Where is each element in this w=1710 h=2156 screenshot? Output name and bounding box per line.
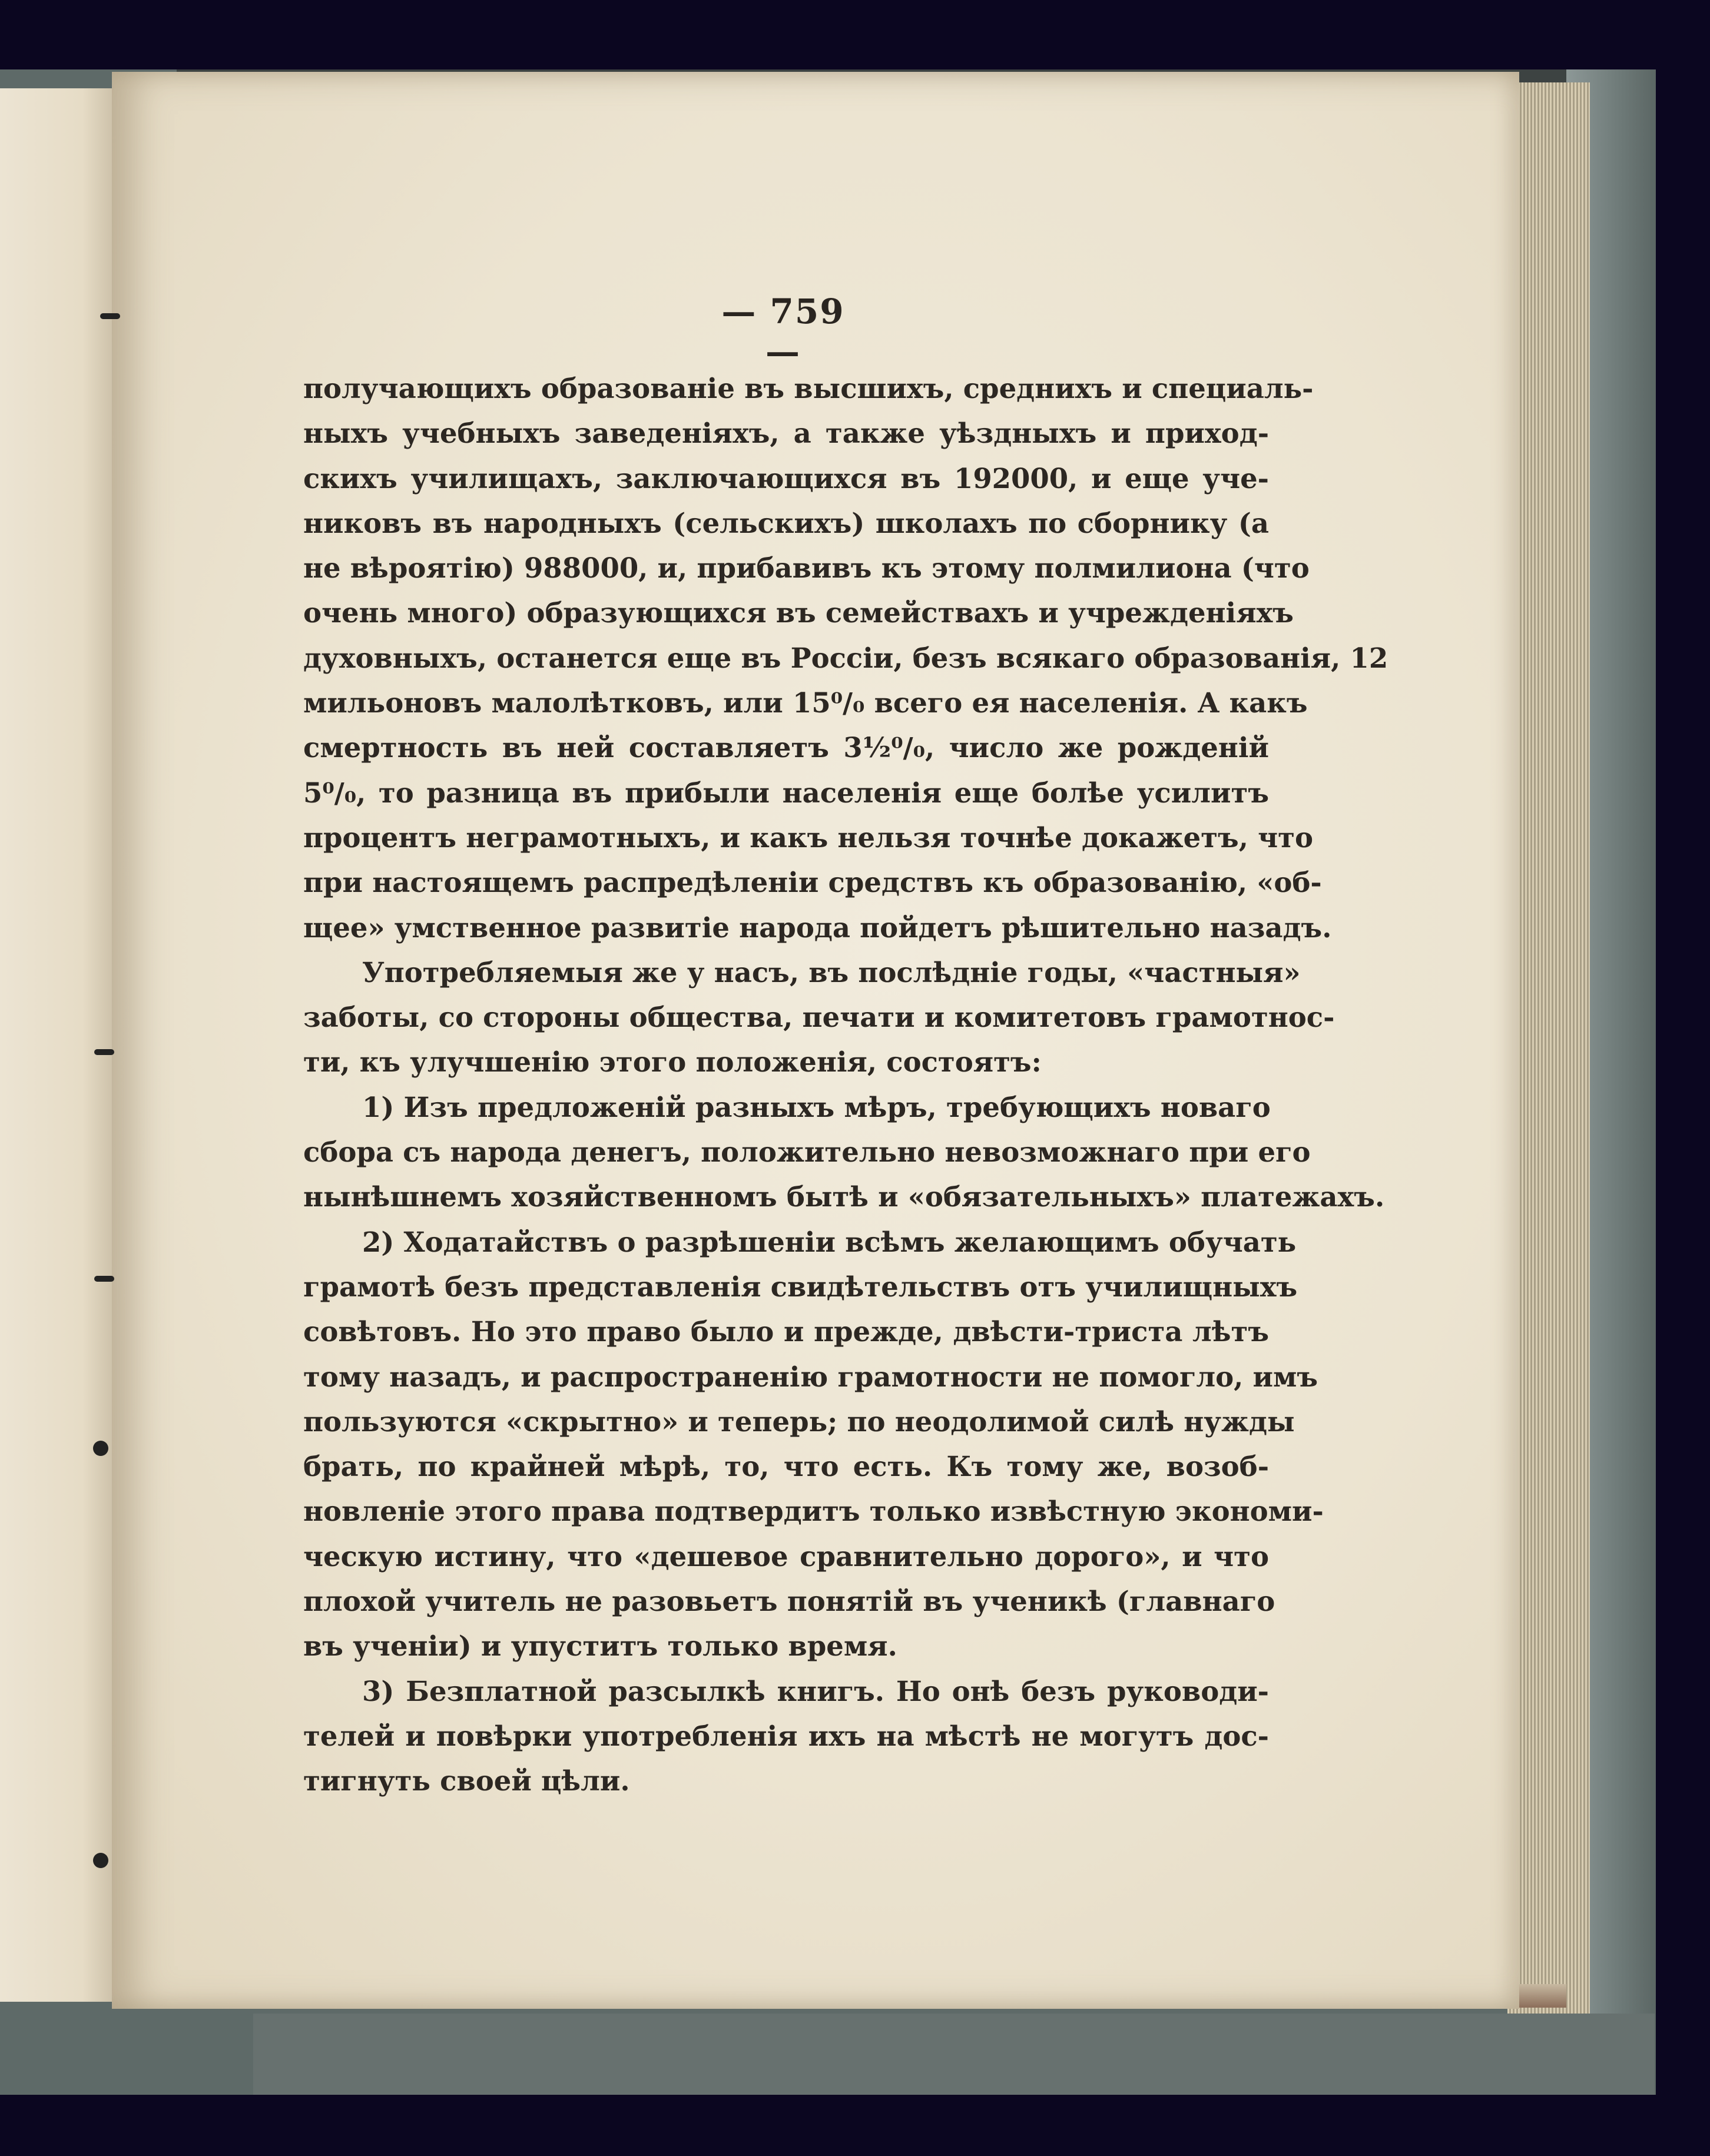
text-line: 1) Изъ предложеній разныхъ мѣръ, требующихъ новаго: [362, 1090, 1271, 1123]
text-line: тому назадъ, и распространенію грамотности не помогло, имъ: [303, 1360, 1318, 1393]
binding-board-bottom: [253, 2014, 1655, 2095]
text-line: въ ученіи) и упуститъ только время.: [303, 1630, 897, 1663]
page-edges: [1507, 82, 1590, 2031]
binding-stitch: [94, 1049, 114, 1055]
binding-stitch: [93, 1441, 108, 1456]
text-line: при настоящемъ распредѣленіи средствъ къ образованію, «об-: [303, 866, 1322, 899]
page-number: — 759 —: [721, 291, 845, 372]
text-line: ческую истину, что «дешевое сравнительно дорого», и что: [303, 1540, 1269, 1573]
text-line: нынѣшнемъ хозяйственномъ бытѣ и «обязательныхъ» платежахъ.: [303, 1180, 1385, 1213]
text-line: скихъ училищахъ, заключающихся въ 192000, и еще уче-: [303, 462, 1269, 495]
text-line: Употребляемыя же у насъ, въ послѣдніе годы, «частныя»: [362, 956, 1301, 989]
binding-stitch: [94, 1276, 114, 1282]
binding-stitch: [93, 1853, 108, 1868]
text-line: заботы, со стороны общества, печати и комитетовъ грамотнос-: [303, 1001, 1335, 1034]
text-line: 3) Безплатной разсылкѣ книгъ. Но онѣ безъ руководи-: [362, 1674, 1269, 1707]
text-line: щее» умственное развитіе народа пойдетъ рѣшительно назадъ.: [303, 911, 1332, 944]
text-line: ти, къ улучшенію этого положенія, состоятъ:: [303, 1046, 1042, 1079]
text-line: 2) Ходатайствъ о разрѣшеніи всѣмъ желающимъ обучать: [362, 1225, 1297, 1258]
text-line: никовъ въ народныхъ (сельскихъ) школахъ по сборнику (а: [303, 506, 1269, 539]
body-text: [303, 366, 1388, 1804]
text-line: грамотѣ безъ представленія свидѣтельствъ отъ училищныхъ: [303, 1270, 1298, 1303]
text-line: смертность въ ней составляетъ 3½⁰/₀, число же рожденій: [303, 731, 1269, 764]
text-line: пользуются «скрытно» и теперь; по неодолимой силѣ нужды: [303, 1405, 1295, 1438]
text-line: тигнуть своей цѣли.: [303, 1764, 630, 1797]
binding-stitch: [100, 313, 120, 319]
text-line: ныхъ учебныхъ заведеніяхъ, а также уѣздныхъ и приход-: [303, 417, 1269, 450]
text-line: духовныхъ, останется еще въ Россіи, безъ всякаго образованія, 12: [303, 641, 1388, 674]
text-line: получающихъ образованіе въ высшихъ, среднихъ и специаль-: [303, 372, 1314, 404]
text-line: сбора съ народа денегъ, положительно невозможнаго при его: [303, 1136, 1311, 1169]
text-line: мильоновъ малолѣтковъ, или 15⁰/₀ всего ея населенія. А какъ: [303, 686, 1308, 719]
text-line: телей и повѣрки употребленія ихъ на мѣстѣ не могутъ дос-: [303, 1719, 1269, 1752]
text-line: 5⁰/₀, то разница въ прибыли населенія еще болѣе усилитъ: [303, 776, 1269, 809]
text-line: плохой учитель не разовьетъ понятій въ ученикѣ (главнаго: [303, 1585, 1275, 1618]
text-line: совѣтовъ. Но это право было и прежде, двѣсти-триста лѣтъ: [303, 1315, 1269, 1348]
text-line: очень много) образующихся въ семействахъ и учрежденіяхъ: [303, 596, 1294, 629]
text-line: не вѣроятію) 988000, и, прибавивъ къ этому полмилиона (что: [303, 552, 1310, 585]
text-line: новленіе этого права подтвердитъ только извѣстную экономи-: [303, 1495, 1324, 1528]
text-line: процентъ неграмотныхъ, и какъ нельзя точнѣе докажетъ, что: [303, 821, 1313, 854]
text-line: брать, по крайней мѣрѣ, то, что есть. Къ тому же, возоб-: [303, 1450, 1269, 1483]
left-page-edge: [0, 88, 118, 2002]
